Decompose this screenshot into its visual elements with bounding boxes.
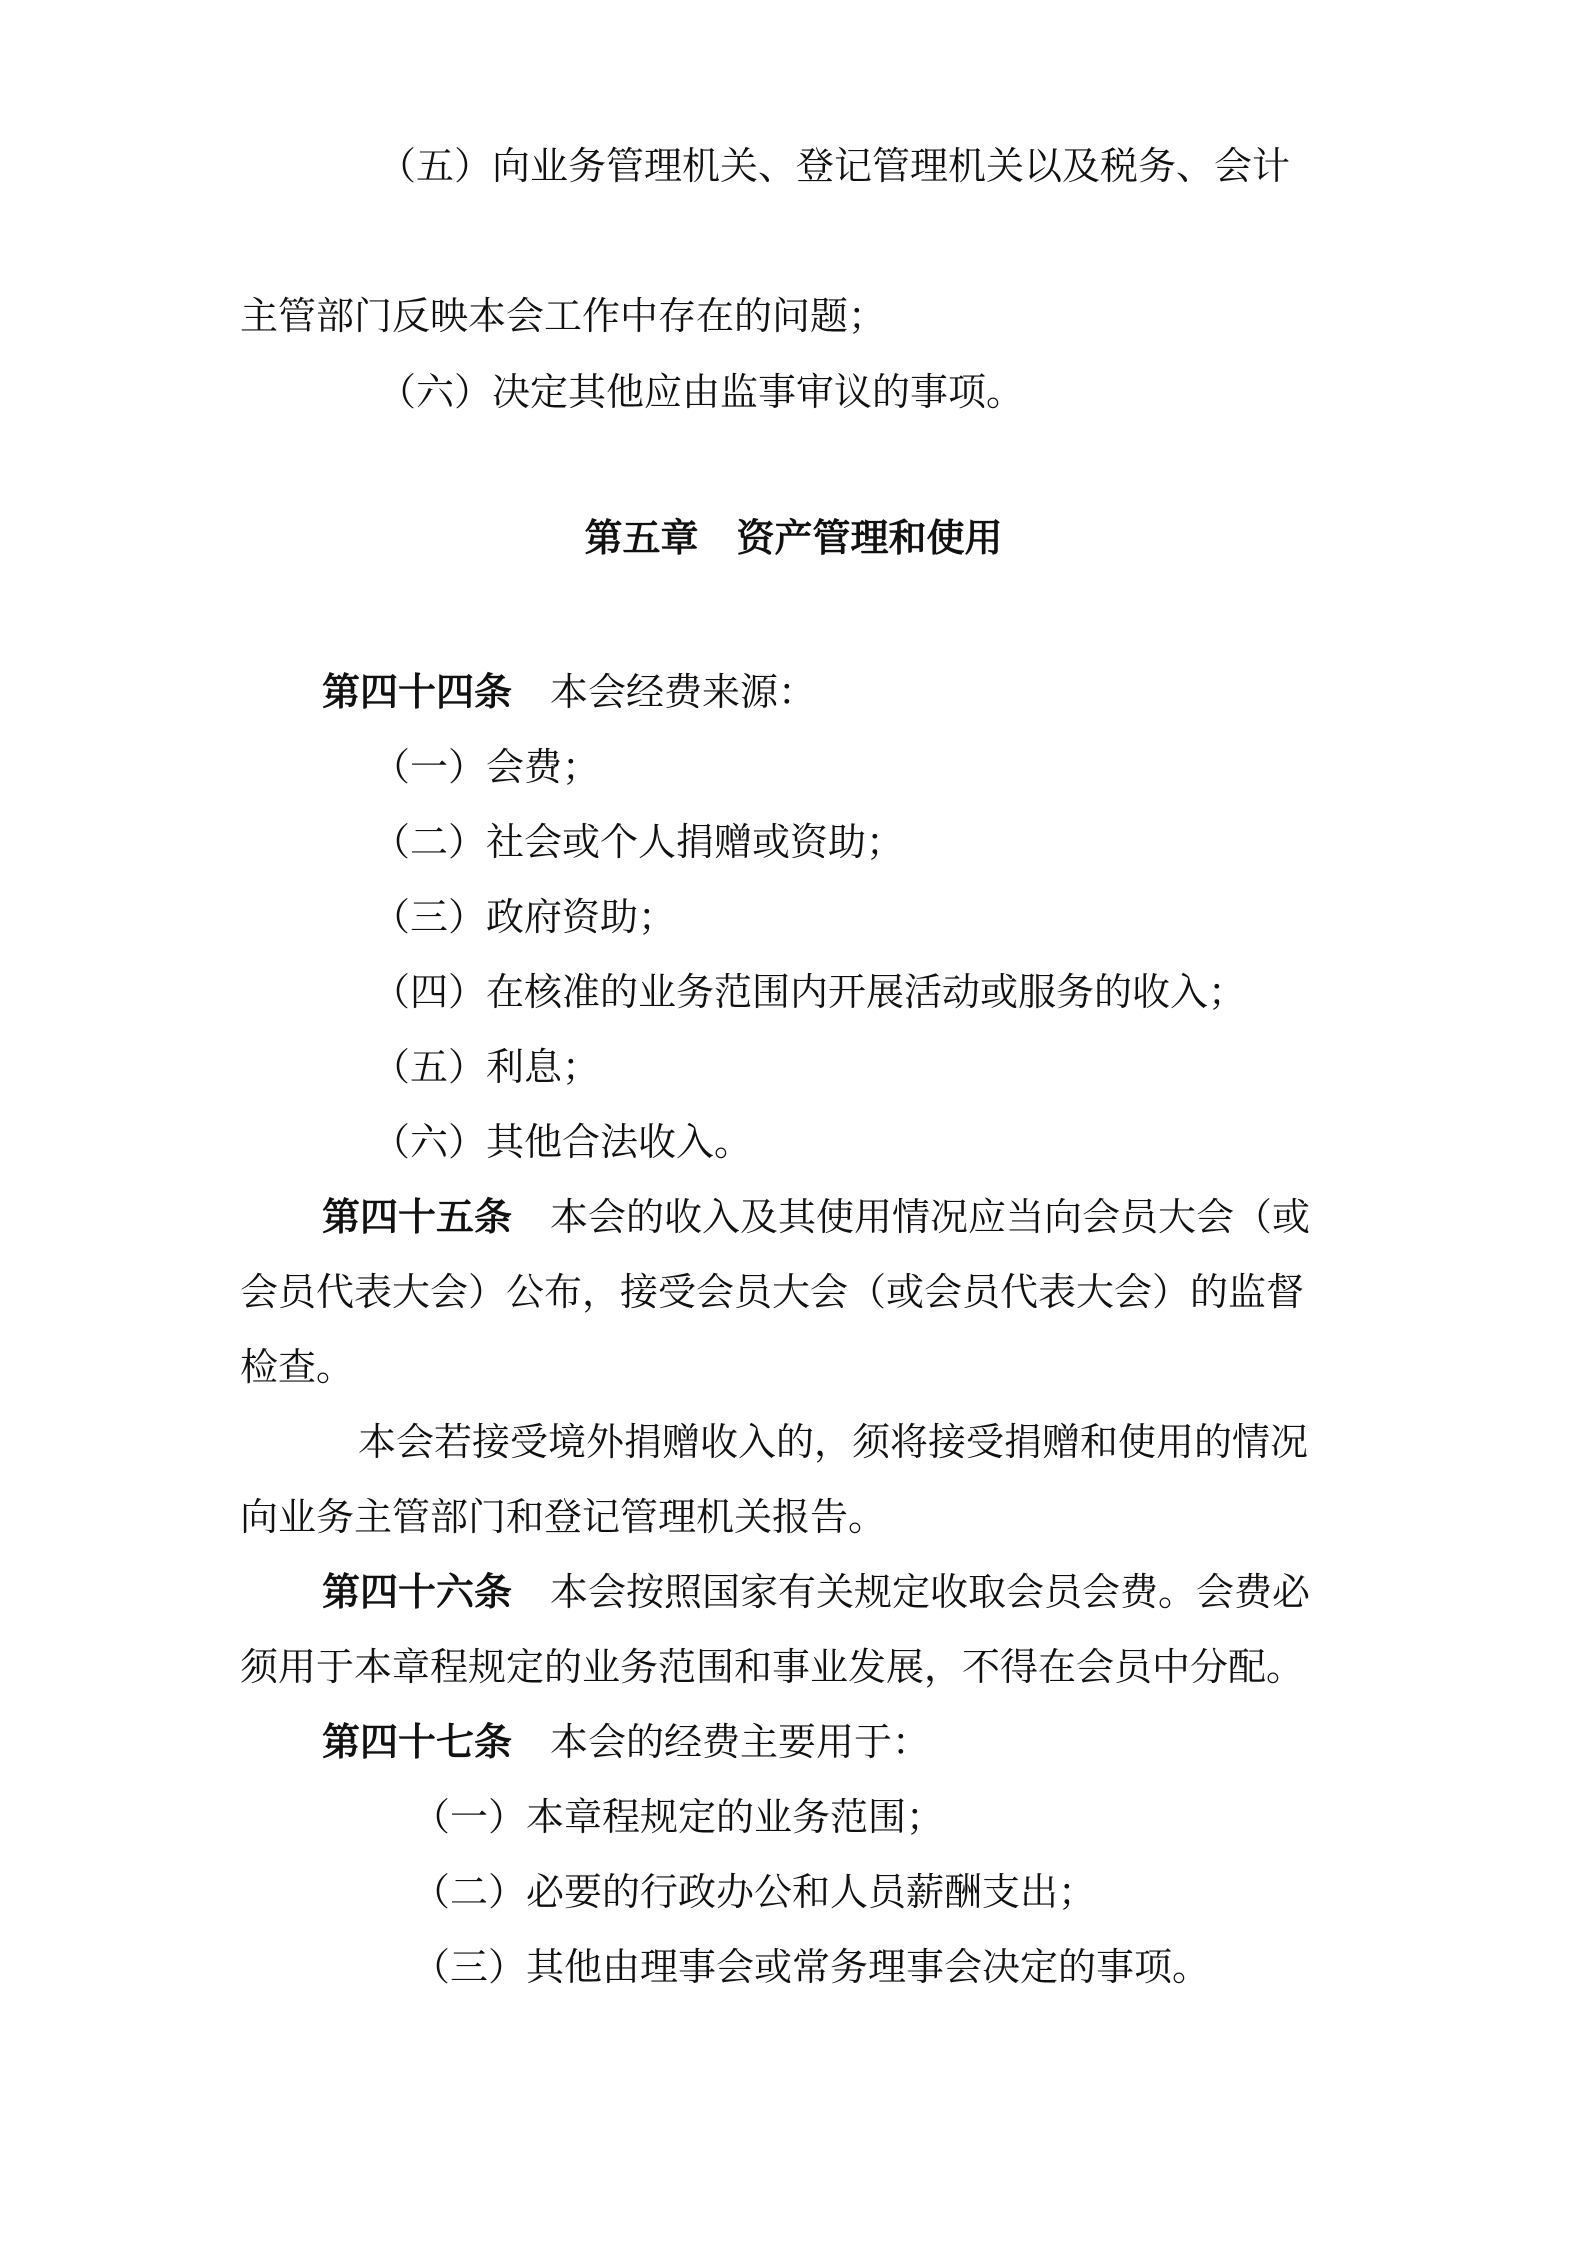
article-44-item-4: （四）在核准的业务范围内开展活动或服务的收入； xyxy=(372,970,1247,1014)
article-45-line1 xyxy=(322,1193,1310,1241)
article-45-text: 本会的收入及其使用情况应当向会员大会（或 xyxy=(512,1195,1311,1239)
art43-item5-line1: （五）向业务管理机关、登记管理机关以及税务、会计 xyxy=(378,144,1291,188)
article-44-label: 第四十四条 xyxy=(322,669,513,714)
article-45-para2-line2: 向业务主管部门和登记管理机关报告。 xyxy=(240,1495,887,1539)
article-44-item-1: （一）会费； xyxy=(372,745,601,789)
article-47-line xyxy=(322,1718,930,1766)
article-45-line2: 会员代表大会）公布，接受会员大会（或会员代表大会）的监督 xyxy=(240,1270,1305,1314)
chapter-title: 第五章 资产管理和使用 xyxy=(584,515,1003,560)
article-46-text: 本会按照国家有关规定收取会员会费。会费必 xyxy=(512,1570,1311,1614)
article-46-line2: 须用于本章程规定的业务范围和事业发展，不得在会员中分配。 xyxy=(240,1645,1305,1689)
article-44-text: 本会经费来源： xyxy=(512,670,817,714)
article-45-label: 第四十五条 xyxy=(322,1194,513,1239)
art43-item5-line2: 主管部门反映本会工作中存在的问题； xyxy=(240,294,887,338)
article-47-item-3: （三）其他由理事会或常务理事会决定的事项。 xyxy=(412,1945,1211,1989)
art43-item6: （六）决定其他应由监事审议的事项。 xyxy=(378,370,1025,414)
article-47-item-1: （一）本章程规定的业务范围； xyxy=(412,1795,945,1839)
article-44-line xyxy=(322,668,816,716)
article-44-item-2: （二）社会或个人捐赠或资助； xyxy=(372,820,905,864)
article-45-para2-line1: 本会若接受境外捐赠收入的，须将接受捐赠和使用的情况 xyxy=(358,1420,1309,1464)
article-47-item-2: （二）必要的行政办公和人员薪酬支出； xyxy=(412,1870,1097,1914)
article-47-label: 第四十七条 xyxy=(322,1719,513,1764)
article-44-item-5: （五）利息； xyxy=(372,1045,601,1089)
article-47-text: 本会的经费主要用于： xyxy=(512,1720,931,1764)
article-46-line1 xyxy=(322,1568,1310,1616)
article-45-line3: 检查。 xyxy=(240,1345,355,1389)
article-44-item-6: （六）其他合法收入。 xyxy=(372,1120,753,1164)
article-44-item-3: （三）政府资助； xyxy=(372,895,677,939)
article-46-label: 第四十六条 xyxy=(322,1569,513,1614)
